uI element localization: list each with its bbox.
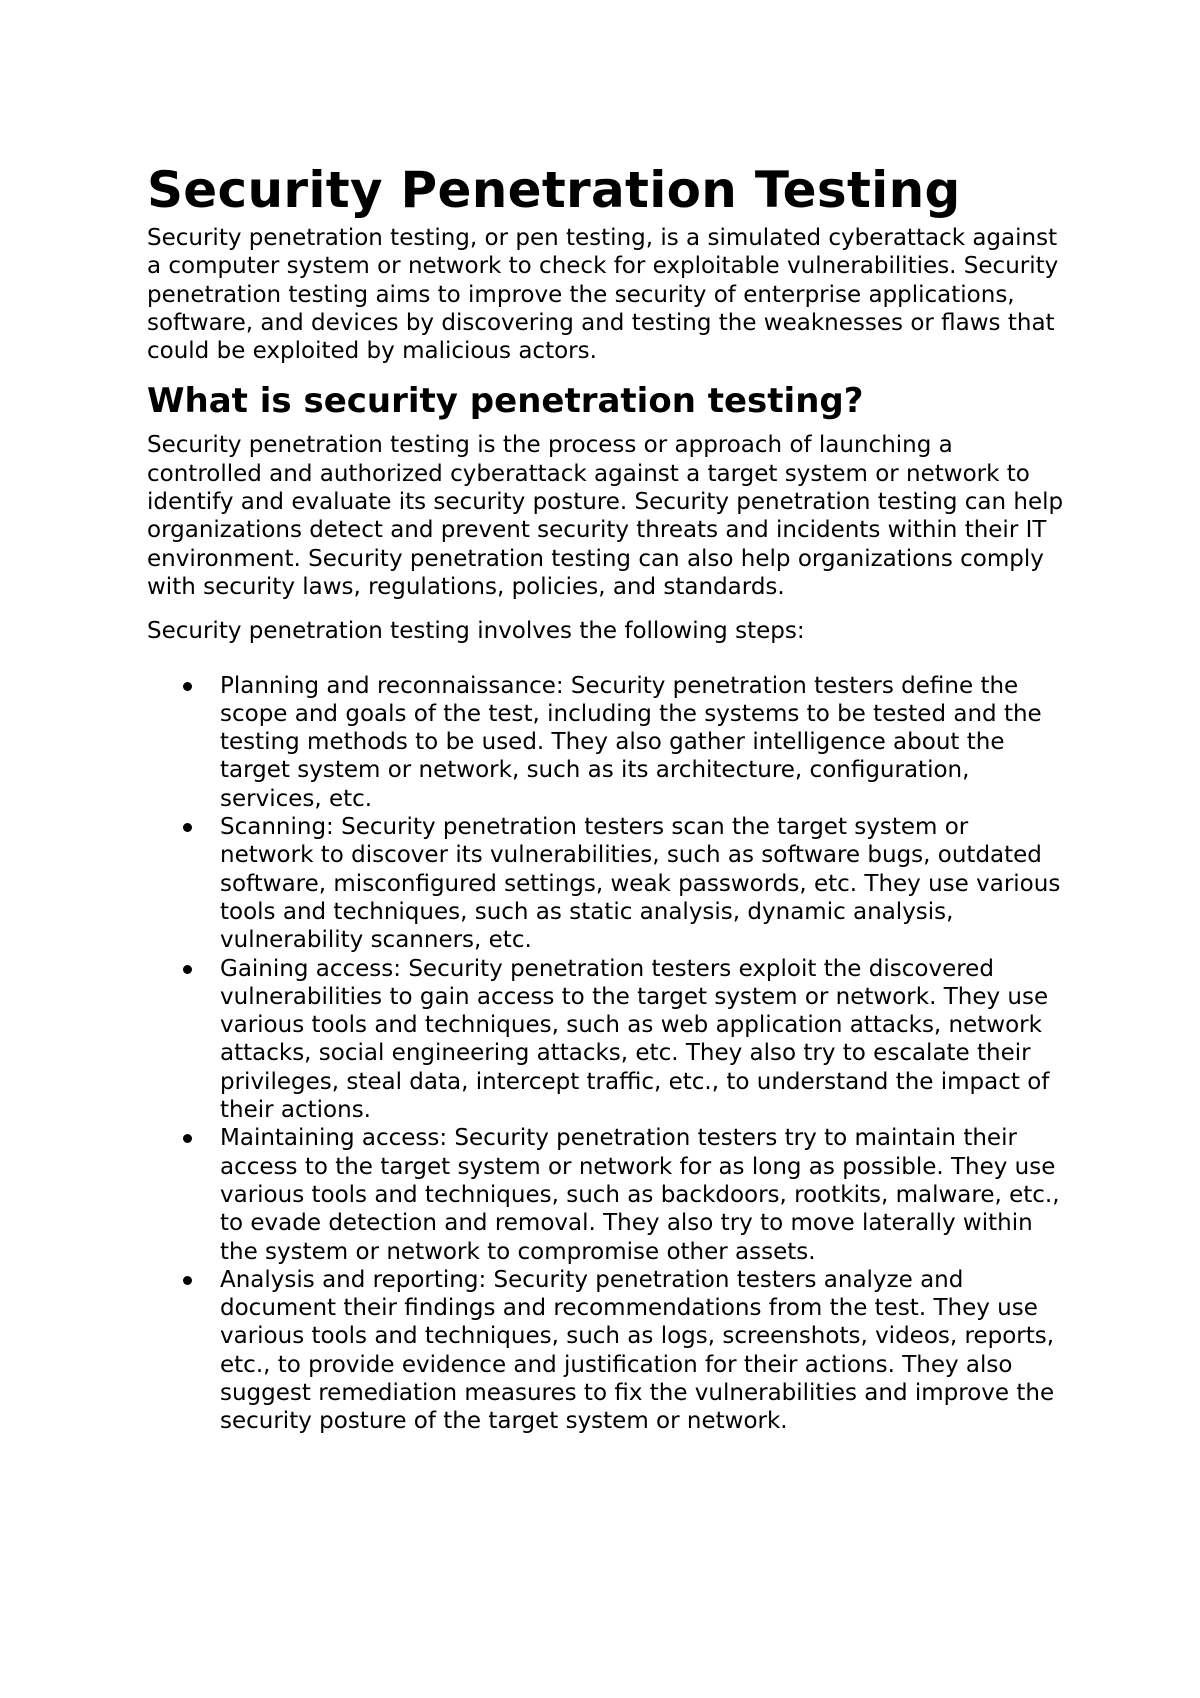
list-item-text: Scanning: Security penetration testers scan the target system or network to discover its vulnerabilities, such as software bugs, outdated software, misconfigured settings, weak passwords, etc. They use various tools and techniques, such as static analysis, dynamic analysis, vulnerability scanners, etc. [220,814,1061,954]
list-item [147,813,1067,954]
list-item [147,1266,1067,1436]
list-item-text: Planning and reconnaissance: Security penetration testers define the scope and goals of the test, including the systems to be tested and the testing methods to be used. They also gather intelligence about the target system or network, such as its architecture, configuration, services, etc. [220,672,1042,812]
list-item-text: Gaining access: Security penetration testers exploit the discovered vulnerabilities to gain access to the target system or network. They use various tools and techniques, such as web application attacks, network attacks, social engineering attacks, etc. They also try to escalate their privileges, steal data, intercept traffic, etc., to understand the impact of their actions. [220,955,1050,1124]
list-item-text: Analysis and reporting: Security penetration testers analyze and document their findings and recommendations from the test. They use various tools and techniques, such as logs, screenshots, videos, reports, etc., to provide evidence and justification for their actions. They also suggest remediation measures to fix the vulnerabilities and improve the security posture of the target system or network. [220,1266,1055,1435]
document-body [147,160,1067,1436]
list-item [147,672,1067,813]
section-heading: What is security penetration testing? [147,381,864,422]
steps-intro: Security penetration testing involves the following steps: [147,618,805,645]
steps-list [147,672,1067,1436]
bullet-icon [183,682,192,691]
bullet-icon [183,1134,192,1143]
list-item [147,1124,1067,1265]
list-item-text: Maintaining access: Security penetration testers try to maintain their access to the target system or network for as long as possible. They use various tools and techniques, such as backdoors, rootkits, malware, etc., to evade detection and removal. They also try to move laterally within the system or network to compromise other assets. [220,1125,1060,1265]
intro-paragraph: Security penetration testing, or pen testing, is a simulated cyberattack against a computer system or network to check for exploitable vulnerabilities. Security penetration testing aims to improve the security of enterprise applications, software, and devices by discovering and testing the weaknesses or flaws that could be exploited by malicious actors. [147,225,1059,365]
list-item [147,955,1067,1125]
bullet-icon [183,965,192,974]
section-paragraph: Security penetration testing is the process or approach of launching a controlled and authorized cyberattack against a target system or network to identify and evaluate its security posture. Security penetration testing can help organizations detect and prevent security threats and incidents within their IT environment. Security penetration testing can also help organizations comply with security laws, regulations, policies, and standards. [147,432,1064,600]
bullet-icon [183,823,192,832]
bullet-icon [183,1276,192,1285]
document-title: Security Penetration Testing [147,161,961,219]
